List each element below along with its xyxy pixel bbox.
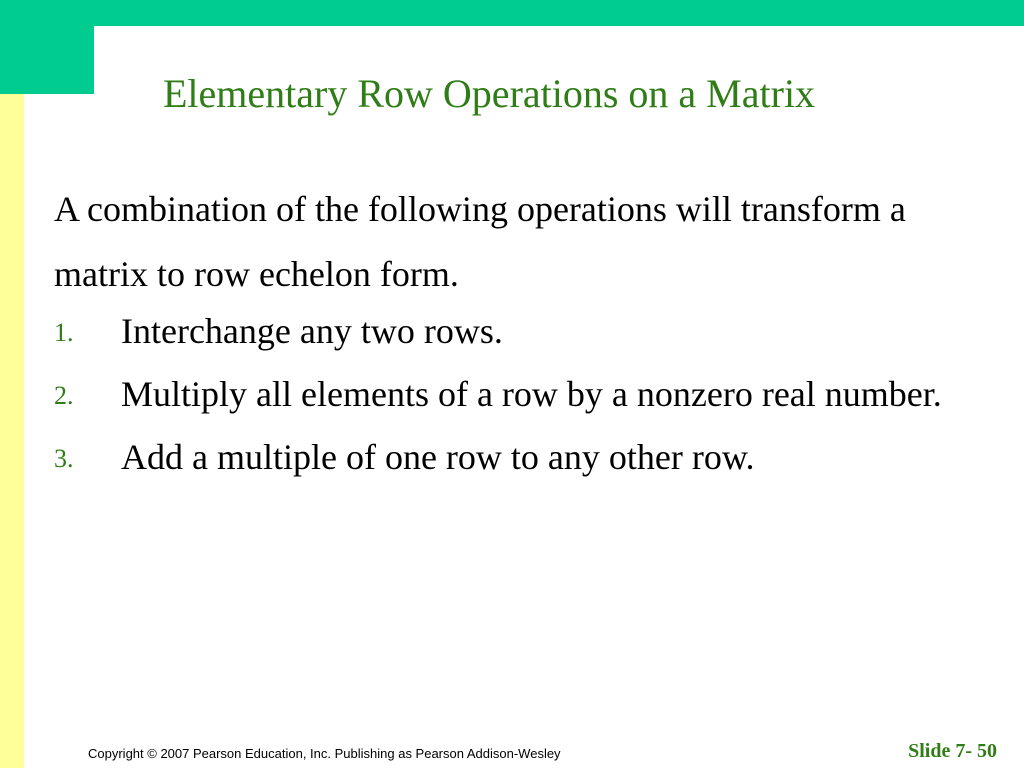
list-item	[54, 371, 954, 417]
list-item	[54, 434, 954, 480]
operations-list	[54, 308, 954, 497]
list-item-text: Interchange any two rows.	[121, 311, 503, 351]
footer-copyright: Copyright © 2007 Pearson Education, Inc. Publishing as Pearson Addison-Wesley	[88, 746, 561, 761]
list-item-number: 1.	[54, 318, 74, 347]
left-accent-bar	[0, 0, 24, 768]
corner-accent-block	[0, 0, 94, 94]
slide-title: Elementary Row Operations on a Matrix	[163, 71, 816, 116]
list-item	[54, 308, 954, 354]
list-item-text: Add a multiple of one row to any other row.	[121, 437, 755, 477]
intro-paragraph: A combination of the following operations will transform a matrix to row echelon form.	[54, 189, 906, 294]
list-item-number: 2.	[54, 381, 74, 410]
list-item-number: 3.	[54, 444, 74, 473]
list-item-text: Multiply all elements of a row by a nonzero real number.	[121, 374, 942, 414]
top-accent-bar	[0, 0, 1024, 26]
slide-number: Slide 7- 50	[908, 740, 997, 762]
